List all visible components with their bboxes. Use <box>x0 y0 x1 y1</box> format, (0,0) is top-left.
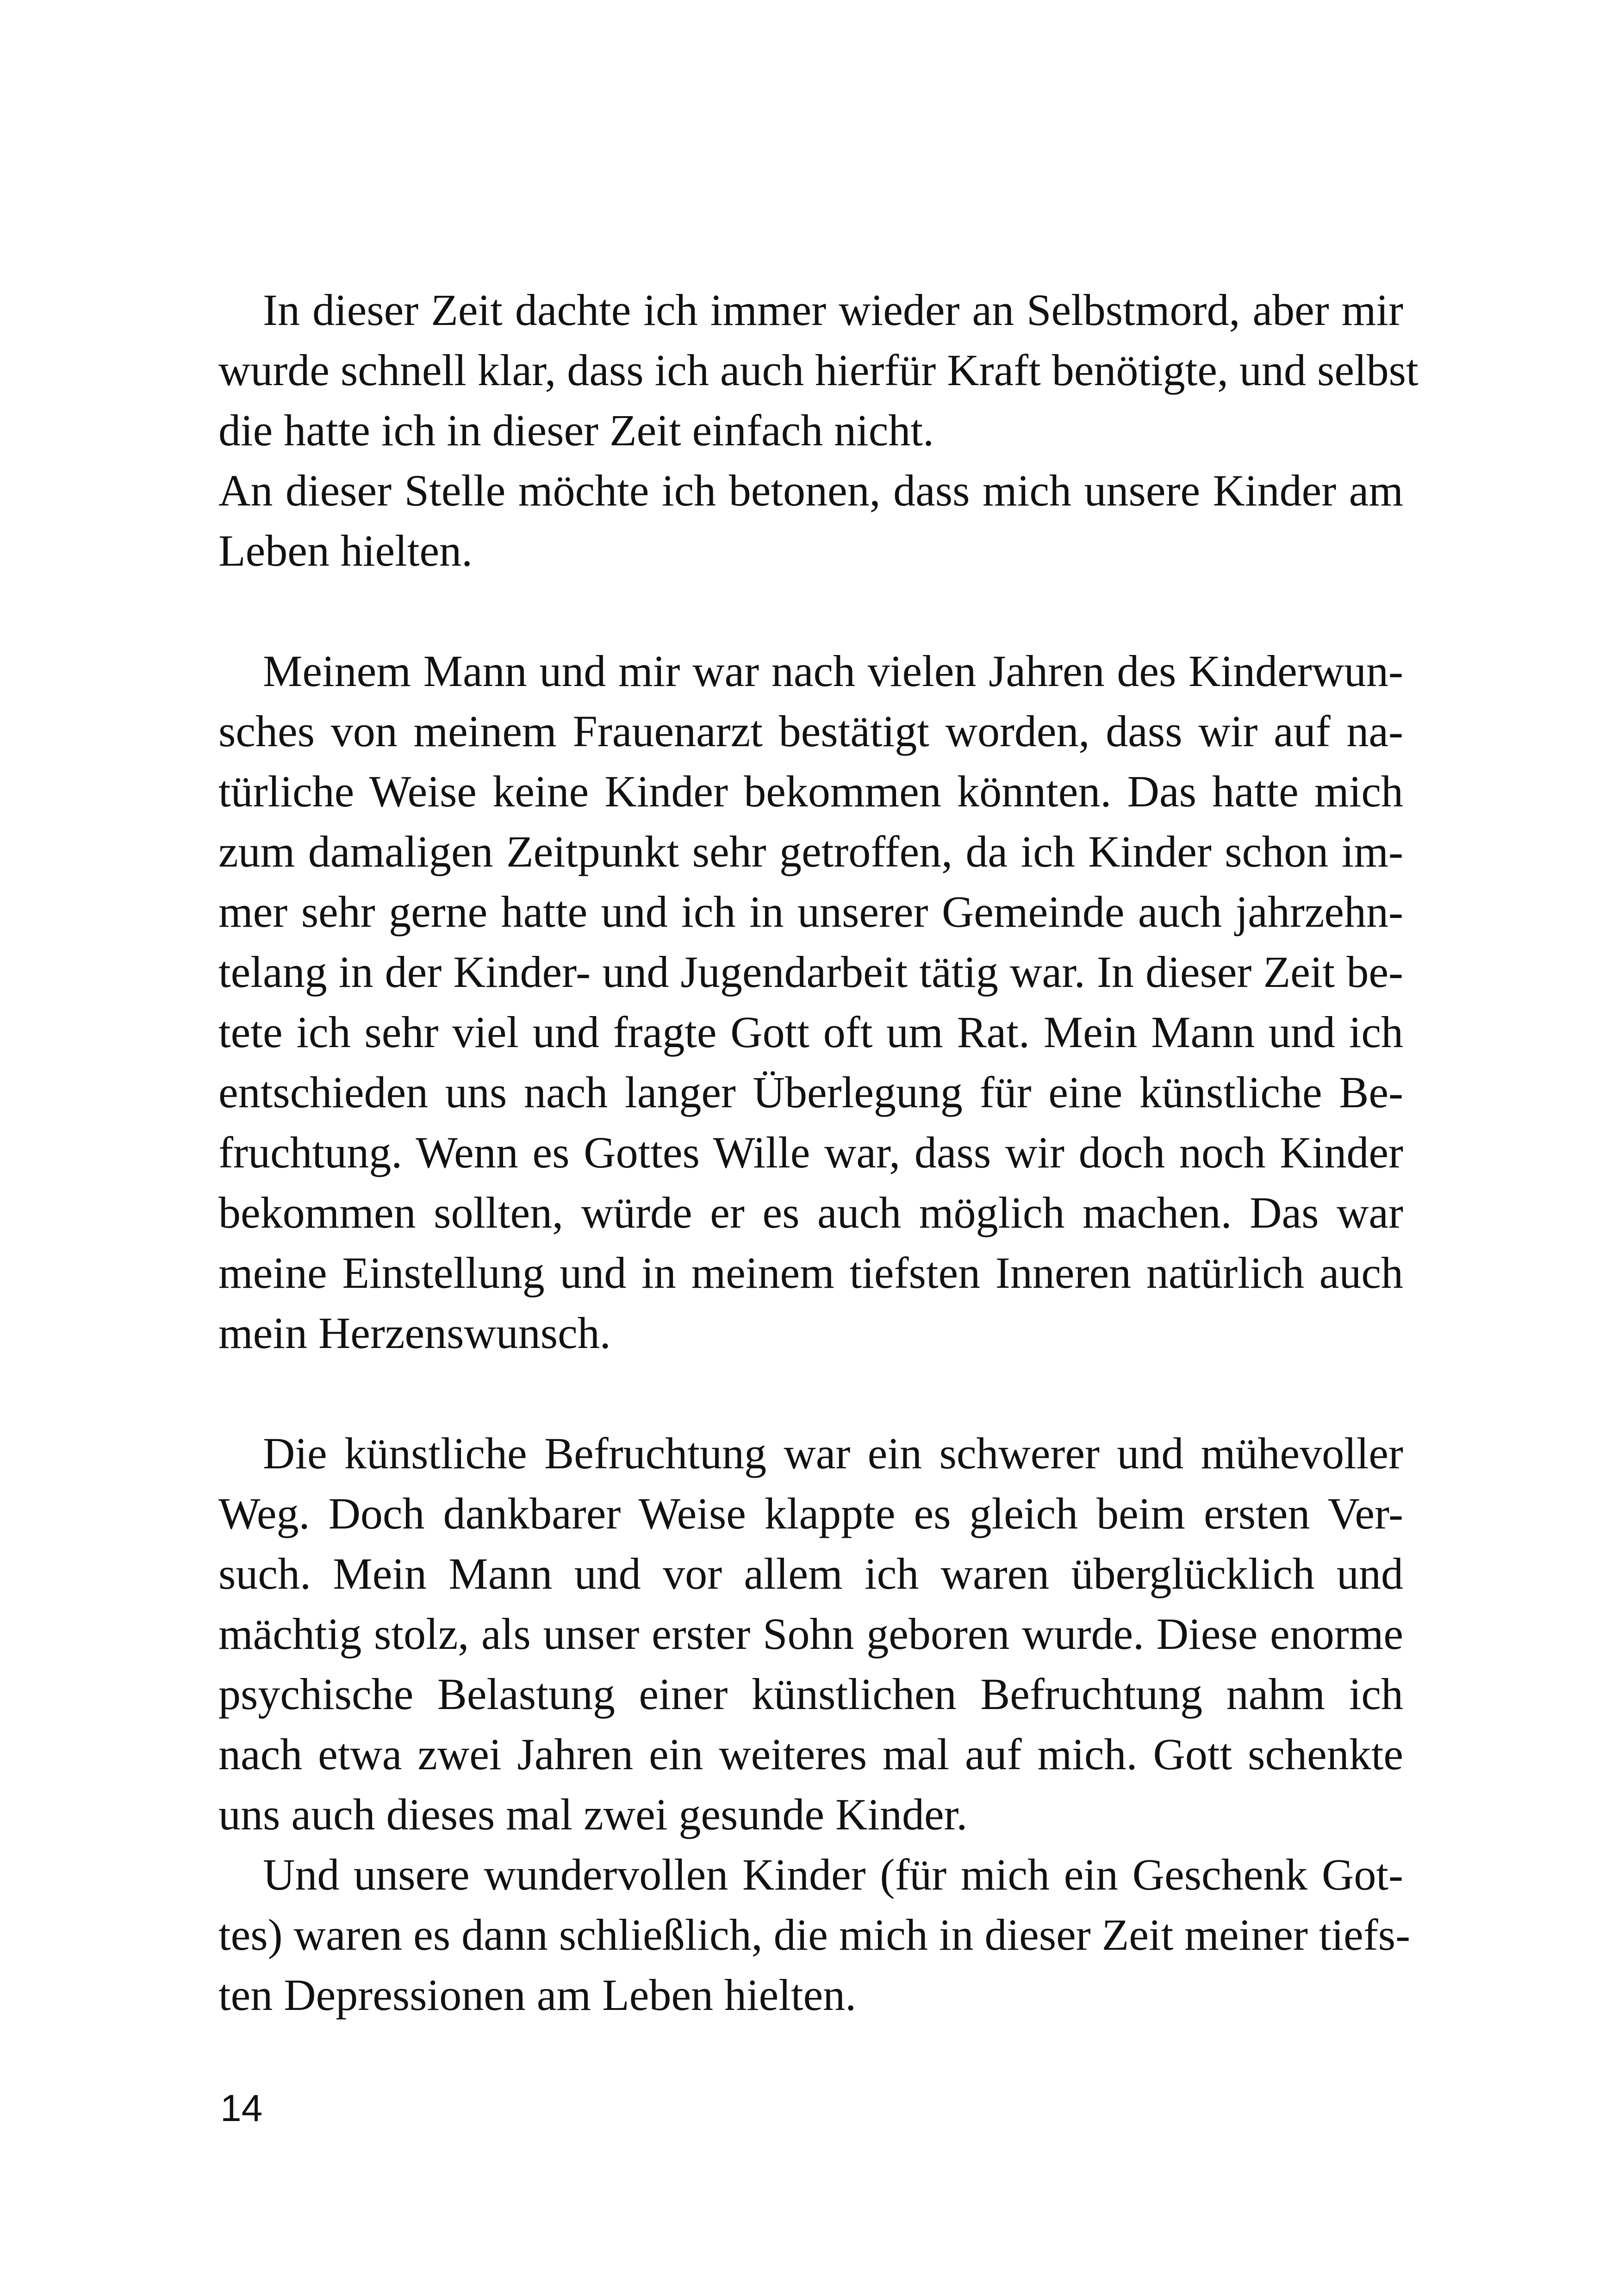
text-line: meine Einstellung und in meinem tiefsten Inneren natürlich auch <box>218 1248 1403 1298</box>
text-line: fruchtung. Wenn es Gottes Wille war, dass wir doch noch Kinder <box>218 1128 1403 1177</box>
text-line: such. Mein Mann und vor allem ich waren überglücklich und <box>218 1549 1403 1598</box>
paragraph-1 <box>218 280 1419 581</box>
text-line: In dieser Zeit dachte ich immer wieder an Selbstmord, aber mir <box>263 285 1403 335</box>
text-line: türliche Weise keine Kinder bekommen könnten. Das hatte mich <box>218 767 1403 816</box>
text-line: zum damaligen Zeitpunkt sehr getroffen, da ich Kinder schon im- <box>218 827 1403 876</box>
text-line: Und unsere wundervollen Kinder (für mich ein Geschenk Got- <box>263 1850 1403 1899</box>
text-line: die hatte ich in dieser Zeit einfach nicht. <box>218 406 934 455</box>
text-line: Weg. Doch dankbarer Weise klappte es gleich beim ersten Ver- <box>218 1489 1403 1538</box>
text-line: Die künstliche Befruchtung war ein schwerer und mühevoller <box>263 1429 1403 1478</box>
page-number: 14 <box>220 2087 263 2129</box>
paragraph-3 <box>218 1423 1411 2025</box>
text-line: nach etwa zwei Jahren ein weiteres mal auf mich. Gott schenkte <box>218 1729 1403 1779</box>
text-line: tete ich sehr viel und fragte Gott oft um Rat. Mein Mann und ich <box>218 1007 1403 1057</box>
paragraph-2 <box>218 641 1403 1363</box>
text-line: wurde schnell klar, dass ich auch hierfür Kraft benötigte, und selbst <box>218 345 1419 395</box>
text-line: ten Depressionen am Leben hielten. <box>218 1970 857 2020</box>
text-line: tes) waren es dann schließlich, die mich in dieser Zeit meiner tiefs- <box>218 1910 1411 1959</box>
text-line: Leben hielten. <box>218 526 473 575</box>
text-line: telang in der Kinder- und Jugendarbeit tätig war. In dieser Zeit be- <box>218 947 1403 997</box>
text-line: uns auch dieses mal zwei gesunde Kinder. <box>218 1790 968 1839</box>
text-line: mein Herzenswunsch. <box>218 1308 611 1358</box>
text-line: bekommen sollten, würde er es auch möglich machen. Das war <box>218 1188 1403 1237</box>
text-line: psychische Belastung einer künstlichen Befruchtung nahm ich <box>218 1669 1403 1719</box>
text-line: An dieser Stelle möchte ich betonen, dass mich unsere Kinder am <box>218 466 1403 515</box>
text-line: sches von meinem Frauenarzt bestätigt worden, dass wir auf na- <box>218 706 1403 756</box>
text-line: mer sehr gerne hatte und ich in unserer Gemeinde auch jahrzehn- <box>218 887 1403 936</box>
text-line: mächtig stolz, als unser erster Sohn geboren wurde. Diese enorme <box>218 1609 1403 1659</box>
text-line: Meinem Mann und mir war nach vielen Jahren des Kinderwun- <box>263 646 1403 696</box>
text-line: entschieden uns nach langer Überlegung für eine künstliche Be- <box>218 1067 1403 1117</box>
